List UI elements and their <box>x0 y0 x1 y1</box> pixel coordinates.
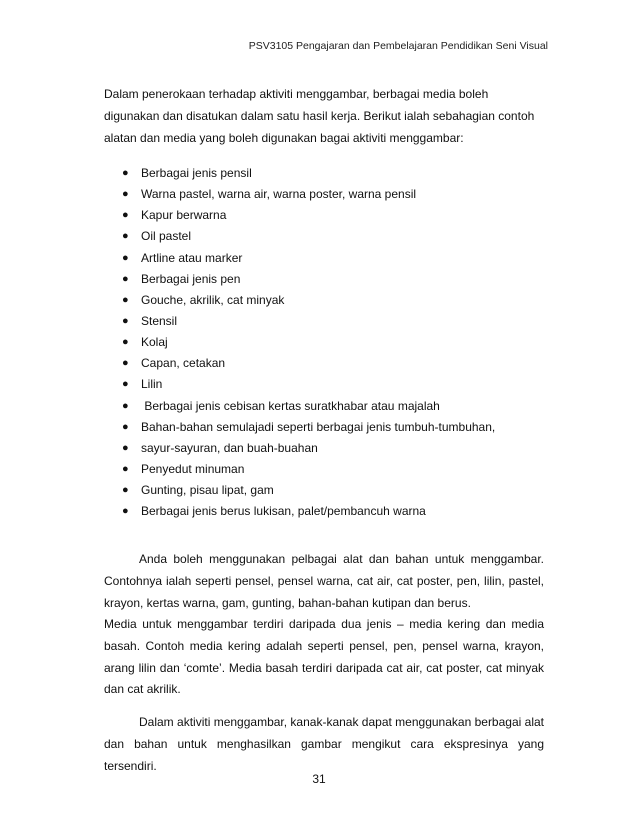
page-header: PSV3105 Pengajaran dan Pembelajaran Pendidikan Seni Visual <box>248 40 548 52</box>
list-item: ● Gunting, pisau lipat, gam <box>104 480 495 501</box>
bullet-icon: ● <box>122 272 129 285</box>
page-number: 31 <box>312 772 326 786</box>
bullet-icon: ● <box>122 188 129 201</box>
bullet-icon: ● <box>122 251 129 264</box>
list-item: ● Stensil <box>104 311 495 332</box>
list-item: ● Kapur berwarna <box>104 205 495 226</box>
media-list <box>104 163 495 522</box>
paragraph-expression: Dalam aktiviti menggambar, kanak-kanak dapat menggunakan berbagai alat dan bahan untuk menghasilkan gambar mengikut cara ekspresinya yang tersendiri. <box>104 715 544 773</box>
list-item: ● Warna pastel, warna air, warna poster, warna pensil <box>104 184 495 205</box>
paragraph-tools: Anda boleh menggunakan pelbagai alat dan bahan untuk menggambar. Contohnya ialah seperti pensel, pensel warna, cat air, cat poster, pen, lilin, pastel, krayon, kertas warna, gam, gunting, bahan-bahan kutipan dan berus. <box>104 552 544 610</box>
bullet-icon: ● <box>122 399 129 412</box>
list-item: ● sayur-sayuran, dan buah-buahan <box>104 438 495 459</box>
bullet-icon: ● <box>122 230 129 243</box>
list-item: ● Capan, cetakan <box>104 353 495 374</box>
list-item: ● Berbagai jenis pen <box>104 269 495 290</box>
list-item: ● Oil pastel <box>104 226 495 247</box>
list-item: ● Artline atau marker <box>104 248 495 269</box>
list-item: ● Berbagai jenis cebisan kertas suratkhabar atau majalah <box>104 396 495 417</box>
bullet-icon: ● <box>122 336 129 349</box>
list-item: ● Lilin <box>104 374 495 395</box>
intro-paragraph: Dalam penerokaan terhadap aktiviti menggambar, berbagai media boleh digunakan dan disatukan dalam satu hasil kerja. Berikut ialah sebahagian contoh alatan dan media yang boleh digunakan bagai aktiviti menggambar: <box>104 87 535 145</box>
list-item: ● Kolaj <box>104 332 495 353</box>
list-item: ● Penyedut minuman <box>104 459 495 480</box>
bullet-icon: ● <box>122 293 129 306</box>
list-item: ● Berbagai jenis pensil <box>104 163 495 184</box>
bullet-icon: ● <box>122 378 129 391</box>
list-item: ● Bahan-bahan semulajadi seperti berbagai jenis tumbuh-tumbuhan, <box>104 417 495 438</box>
bullet-icon: ● <box>122 484 129 497</box>
bullet-icon: ● <box>122 209 129 222</box>
bullet-icon: ● <box>122 357 129 370</box>
list-item: ● Berbagai jenis berus lukisan, palet/pembancuh warna <box>104 501 495 522</box>
list-item: ● Gouche, akrilik, cat minyak <box>104 290 495 311</box>
bullet-icon: ● <box>122 505 129 518</box>
bullet-icon: ● <box>122 314 129 327</box>
paragraph-media-types: Media untuk menggambar terdiri daripada dua jenis – media kering dan media basah. Contoh media kering adalah seperti pensel, pen, pensel warna, krayon, arang lilin dan ‘comte’. Media basah terdiri daripada cat air, cat poster, cat minyak dan cat akrilik. <box>104 617 544 697</box>
bullet-icon: ● <box>122 167 129 179</box>
bullet-icon: ● <box>122 441 129 454</box>
bullet-icon: ● <box>122 462 129 475</box>
bullet-icon: ● <box>122 420 129 433</box>
